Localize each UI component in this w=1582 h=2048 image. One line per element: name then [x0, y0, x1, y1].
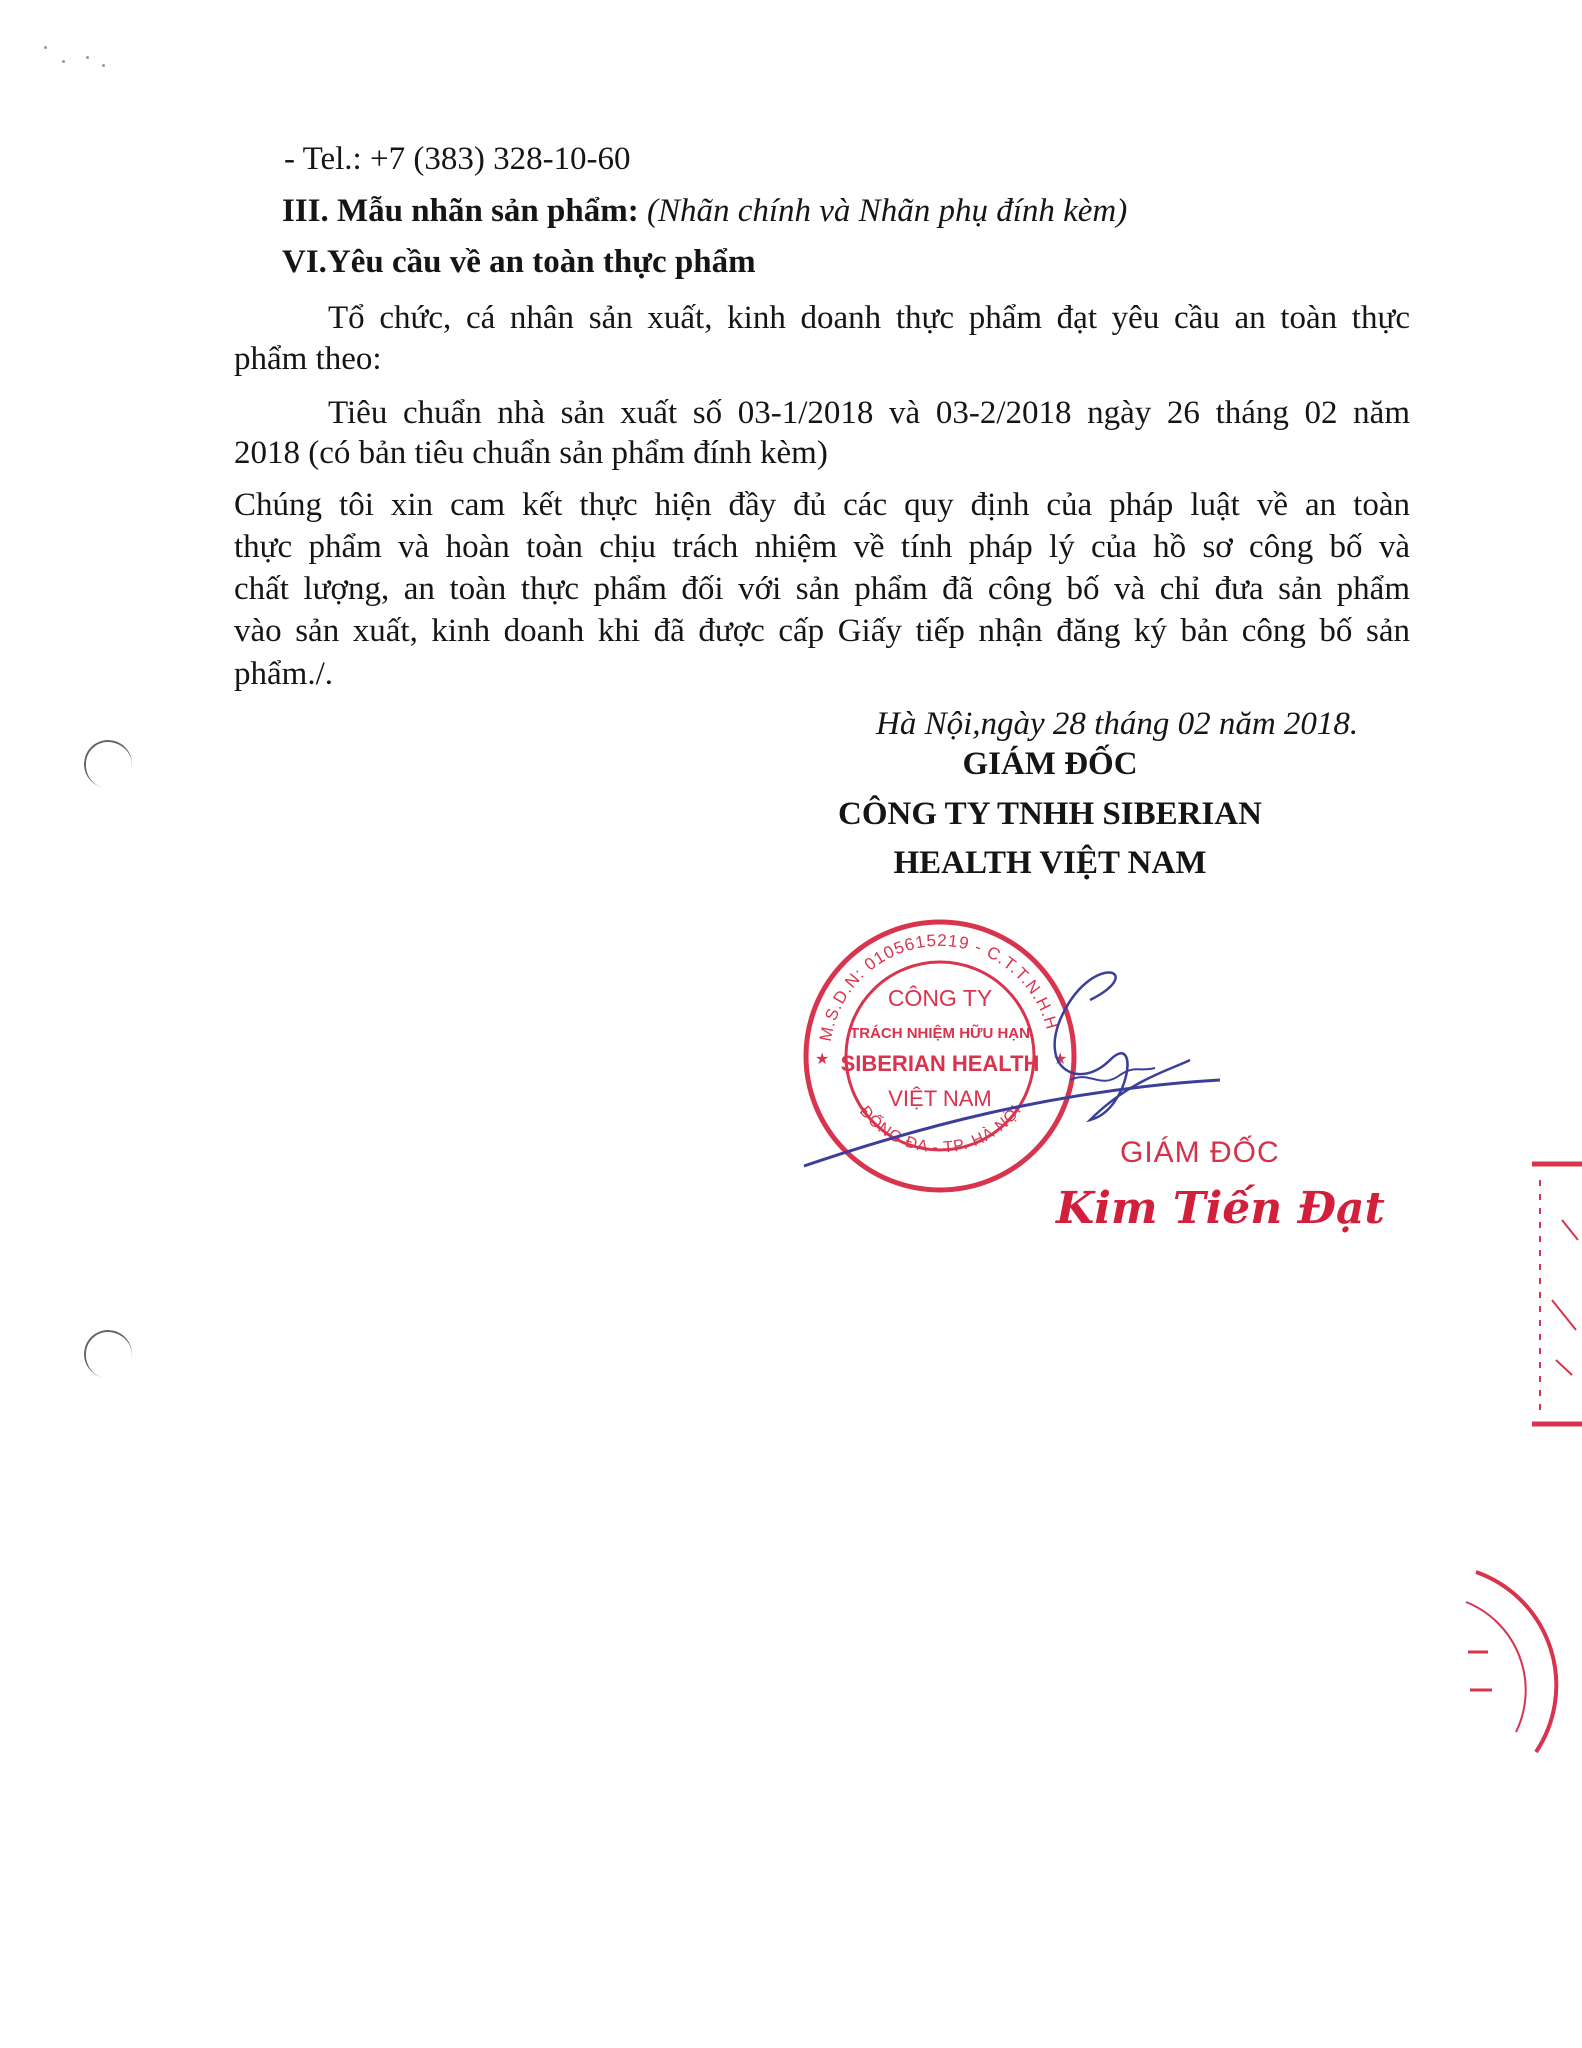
section-3-label: III. Mẫu nhãn sản phẩm: — [282, 193, 639, 229]
para1-line1: Tổ chức, cá nhân sản xuất, kinh doanh thực phẩm đạt yêu cầu an toàn thực — [328, 300, 1410, 336]
scan-speck — [102, 64, 105, 67]
svg-text:★: ★ — [1053, 1049, 1068, 1068]
punch-hole-mark — [80, 1326, 136, 1382]
seal-line2: TRÁCH NHIỆM HỮU HẠN — [850, 1025, 1030, 1042]
contact-phone: - Tel.: +7 (383) 328-10-60 — [284, 141, 631, 177]
para3-line4: vào sản xuất, kinh doanh khi đã được cấp Giấy tiếp nhận đăng ký bản công bố sản — [234, 613, 1410, 649]
para3-line3: chất lượng, an toàn thực phẩm đối với sản phẩm đã công bố và chỉ đưa sản phẩm — [234, 571, 1410, 607]
section-3-note: (Nhãn chính và Nhãn phụ đính kèm) — [646, 193, 1128, 229]
scan-speck — [86, 56, 89, 59]
seal-line3: SIBERIAN HEALTH — [840, 1051, 1040, 1076]
stamp-director-title: GIÁM ĐỐC — [1120, 1136, 1280, 1169]
company-name-line1: CÔNG TY TNHH SIBERIAN — [838, 796, 1262, 832]
handwritten-signature — [790, 960, 1310, 1160]
seal-line1: CÔNG TY — [887, 985, 993, 1011]
svg-text:★: ★ — [815, 1049, 830, 1068]
seal-bottom-text: ĐỐNG ĐA - TP. HÀ NỘI — [855, 1101, 1026, 1157]
place-date: Hà Nội,ngày 28 tháng 02 năm 2018. — [876, 706, 1359, 742]
punch-hole-mark — [80, 736, 136, 792]
section-3-heading — [282, 191, 1127, 231]
para2-line1: Tiêu chuẩn nhà sản xuất số 03-1/2018 và 03-2/2018 ngày 26 tháng 02 năm — [328, 395, 1410, 431]
stamp-director-name: Kim Tiến Đạt — [1056, 1183, 1385, 1234]
para3-line5: phẩm./. — [234, 656, 333, 692]
partial-edge-stamp-bottom — [1466, 1562, 1546, 1762]
para1-line2: phẩm theo: — [234, 341, 382, 377]
company-name-line2: HEALTH VIỆT NAM — [893, 845, 1207, 881]
partial-edge-stamp-top — [1532, 1160, 1582, 1430]
para2-line2: 2018 (có bản tiêu chuẩn sản phẩm đính kèm) — [234, 435, 828, 471]
scan-speck — [62, 60, 65, 63]
scan-speck — [44, 46, 47, 49]
signatory-title: GIÁM ĐỐC — [962, 746, 1138, 782]
seal-line4: VIỆT NAM — [888, 1086, 992, 1111]
section-6-heading: VI.Yêu cầu về an toàn thực phẩm — [282, 244, 756, 280]
seal-ring-text: M.S.D.N: 0105615219 - C.T.T.N.H.H — [815, 930, 1062, 1043]
para3-line1: Chúng tôi xin cam kết thực hiện đầy đủ các quy định của pháp luật về an toàn — [234, 487, 1410, 523]
para3-line2: thực phẩm và hoàn toàn chịu trách nhiệm về tính pháp lý của hồ sơ công bố và — [234, 529, 1410, 565]
